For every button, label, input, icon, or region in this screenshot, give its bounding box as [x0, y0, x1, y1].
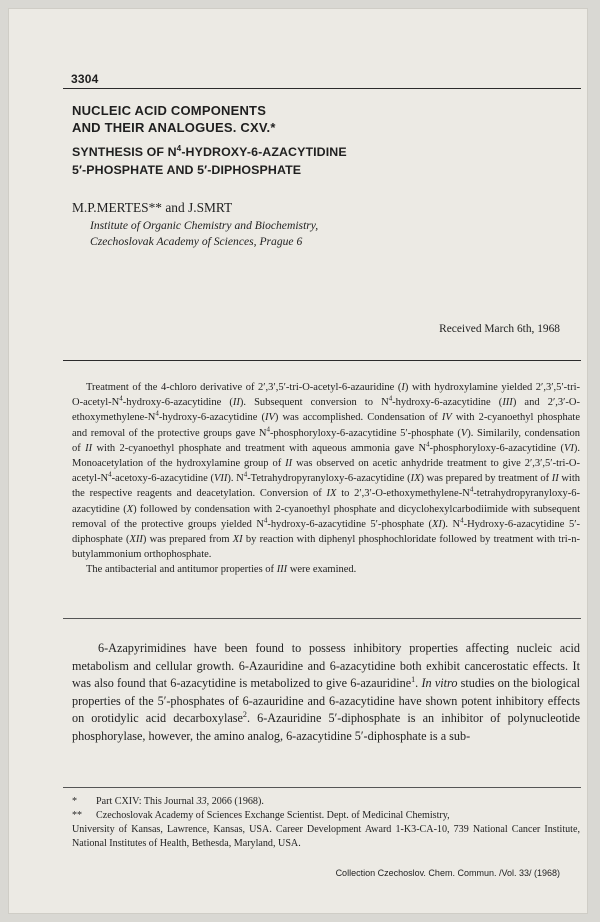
affiliation-line1: Institute of Organic Chemistry and Biochemistry,	[90, 219, 319, 232]
page-number: 3304	[71, 72, 99, 86]
footnote-rule	[63, 787, 581, 788]
abstract-paragraph: Treatment of the 4-chloro derivative of 2′,3′,5′-tri-O-acetyl-6-azauridine (I) with hydroxylamine yielded $2',3',5'-tri-O-acetyl-N^4-hydroxy-6$-azacytidine (II). Subsequent conversion to $N^4-hydroxy-6$-azacytidine (III) and $2',3'-O-ethoxymethylene-N^4-hydroxy-6$-azacytidine (IV) was accomplished. Condensation of IV with 2-cyanoethyl phosphate and removal of the protective groups gave $N^4-phosphoryloxy-6$-azacytidine 5′-phosphate (V). Similarily, condensation of II with 2-cyanoethyl phosphate and treatment with aqueous ammonia gave $N^4-phosphoryloxy-6$-azacytidine (VI). Monoacetylation of the hydroxylamine group of II was observed on acetic anhydride treatment to give $2',3',5'-tri-O-acetyl-N^4-acetoxy-6$-azacytidine (VII). $N^4-Tetrahydropyranyloxy-6$-azacytidine (IX) was prepared by treatment of II with the respective reagents and deacetylation. Conversion of IX to $2',3'-O-ethoxymethylene-N^4-tetrahydropyranyloxy-6$-azacytidine (X) followed by condensation with 2-cyanoethyl phosphate and dicyclohexylcarbodiimide with subsequent removal of the protective groups yielded $N^4-hydroxy-6$-azacytidine 5′-phosphate (XI). $N^4-Hydroxy-6$-azacytidine 5′-diphosphate (XII) was prepared from XI by reaction with diphenyl phosphochloridate followed by treatment with tri-n-butylammonium orthophosphate.	[72, 382, 581, 561]
received-date: Received March 6th, 1968	[439, 323, 560, 335]
series-title-line2: AND THEIR ANALOGUES. CXV.*	[72, 120, 276, 135]
article-title	[72, 143, 347, 179]
abstract-bottom-rule	[63, 618, 581, 619]
abstract	[72, 380, 580, 578]
abstract-last-line: The antibacterial and antitumor properties of III were examined.	[86, 564, 357, 576]
footnote-2: ** Czechoslovak Academy of Sciences Exchange Scientist. Dept. of Medicinal Chemistry, University of Kansas, Lawrence, Kansas, USA. Career Development Award 1-K3-CA-10, 739 National Cancer Institute, National Institutes of Health, Bethesda, Maryland, USA.	[72, 810, 580, 849]
author-mertes: M.P.MERTES**	[72, 200, 162, 215]
footnote-1: * Part CXIV: This Journal 33, 2066 (1968).	[72, 796, 264, 807]
article-title-line2: 5′-PHOSPHATE AND 5′-DIPHOSPHATE	[72, 163, 302, 177]
header-rule	[63, 88, 581, 89]
body-paragraph: 6-Azapyrimidines have been found to possess inhibitory properties affecting nucleic acid metabolism and cellular growth. 6-Azauridine and 6-azacytidine both exhibit cancerostatic effects. It was also found that 6-azacytidine is metabolized to give 6-azauridine$^1$. In vitro studies on the biological properties of the 5′-phosphates of 6-azauridine and 6-azacytidine have shown potent inhibitory effects on orotidylic acid decarboxylase$^2$. 6-Azauridine 5′-diphosphate is an inhibitor of polynucleotide phosphorylase, however, the amino analog, 6-azacytidine 5′-diphosphate is a sub-	[72, 641, 581, 743]
author-smrt: J.SMRT	[188, 200, 233, 215]
article-title-line1: SYNTHESIS OF $N^4-HYDROXY-6$-AZACYTIDINE	[72, 143, 347, 159]
abstract-top-rule	[63, 360, 581, 361]
authors: M.P.MERTES** and J.SMRT	[72, 200, 233, 215]
series-title	[72, 102, 276, 136]
journal-page	[8, 8, 588, 914]
affiliation-line2: Czechoslovak Academy of Sciences, Prague 6	[90, 235, 303, 248]
affiliation	[90, 218, 318, 250]
footnotes	[72, 795, 580, 851]
series-title-line1: NUCLEIC ACID COMPONENTS	[72, 103, 267, 118]
journal-footer: Collection Czechoslov. Chem. Commun. /Vol. 33/ (1968)	[335, 868, 560, 878]
